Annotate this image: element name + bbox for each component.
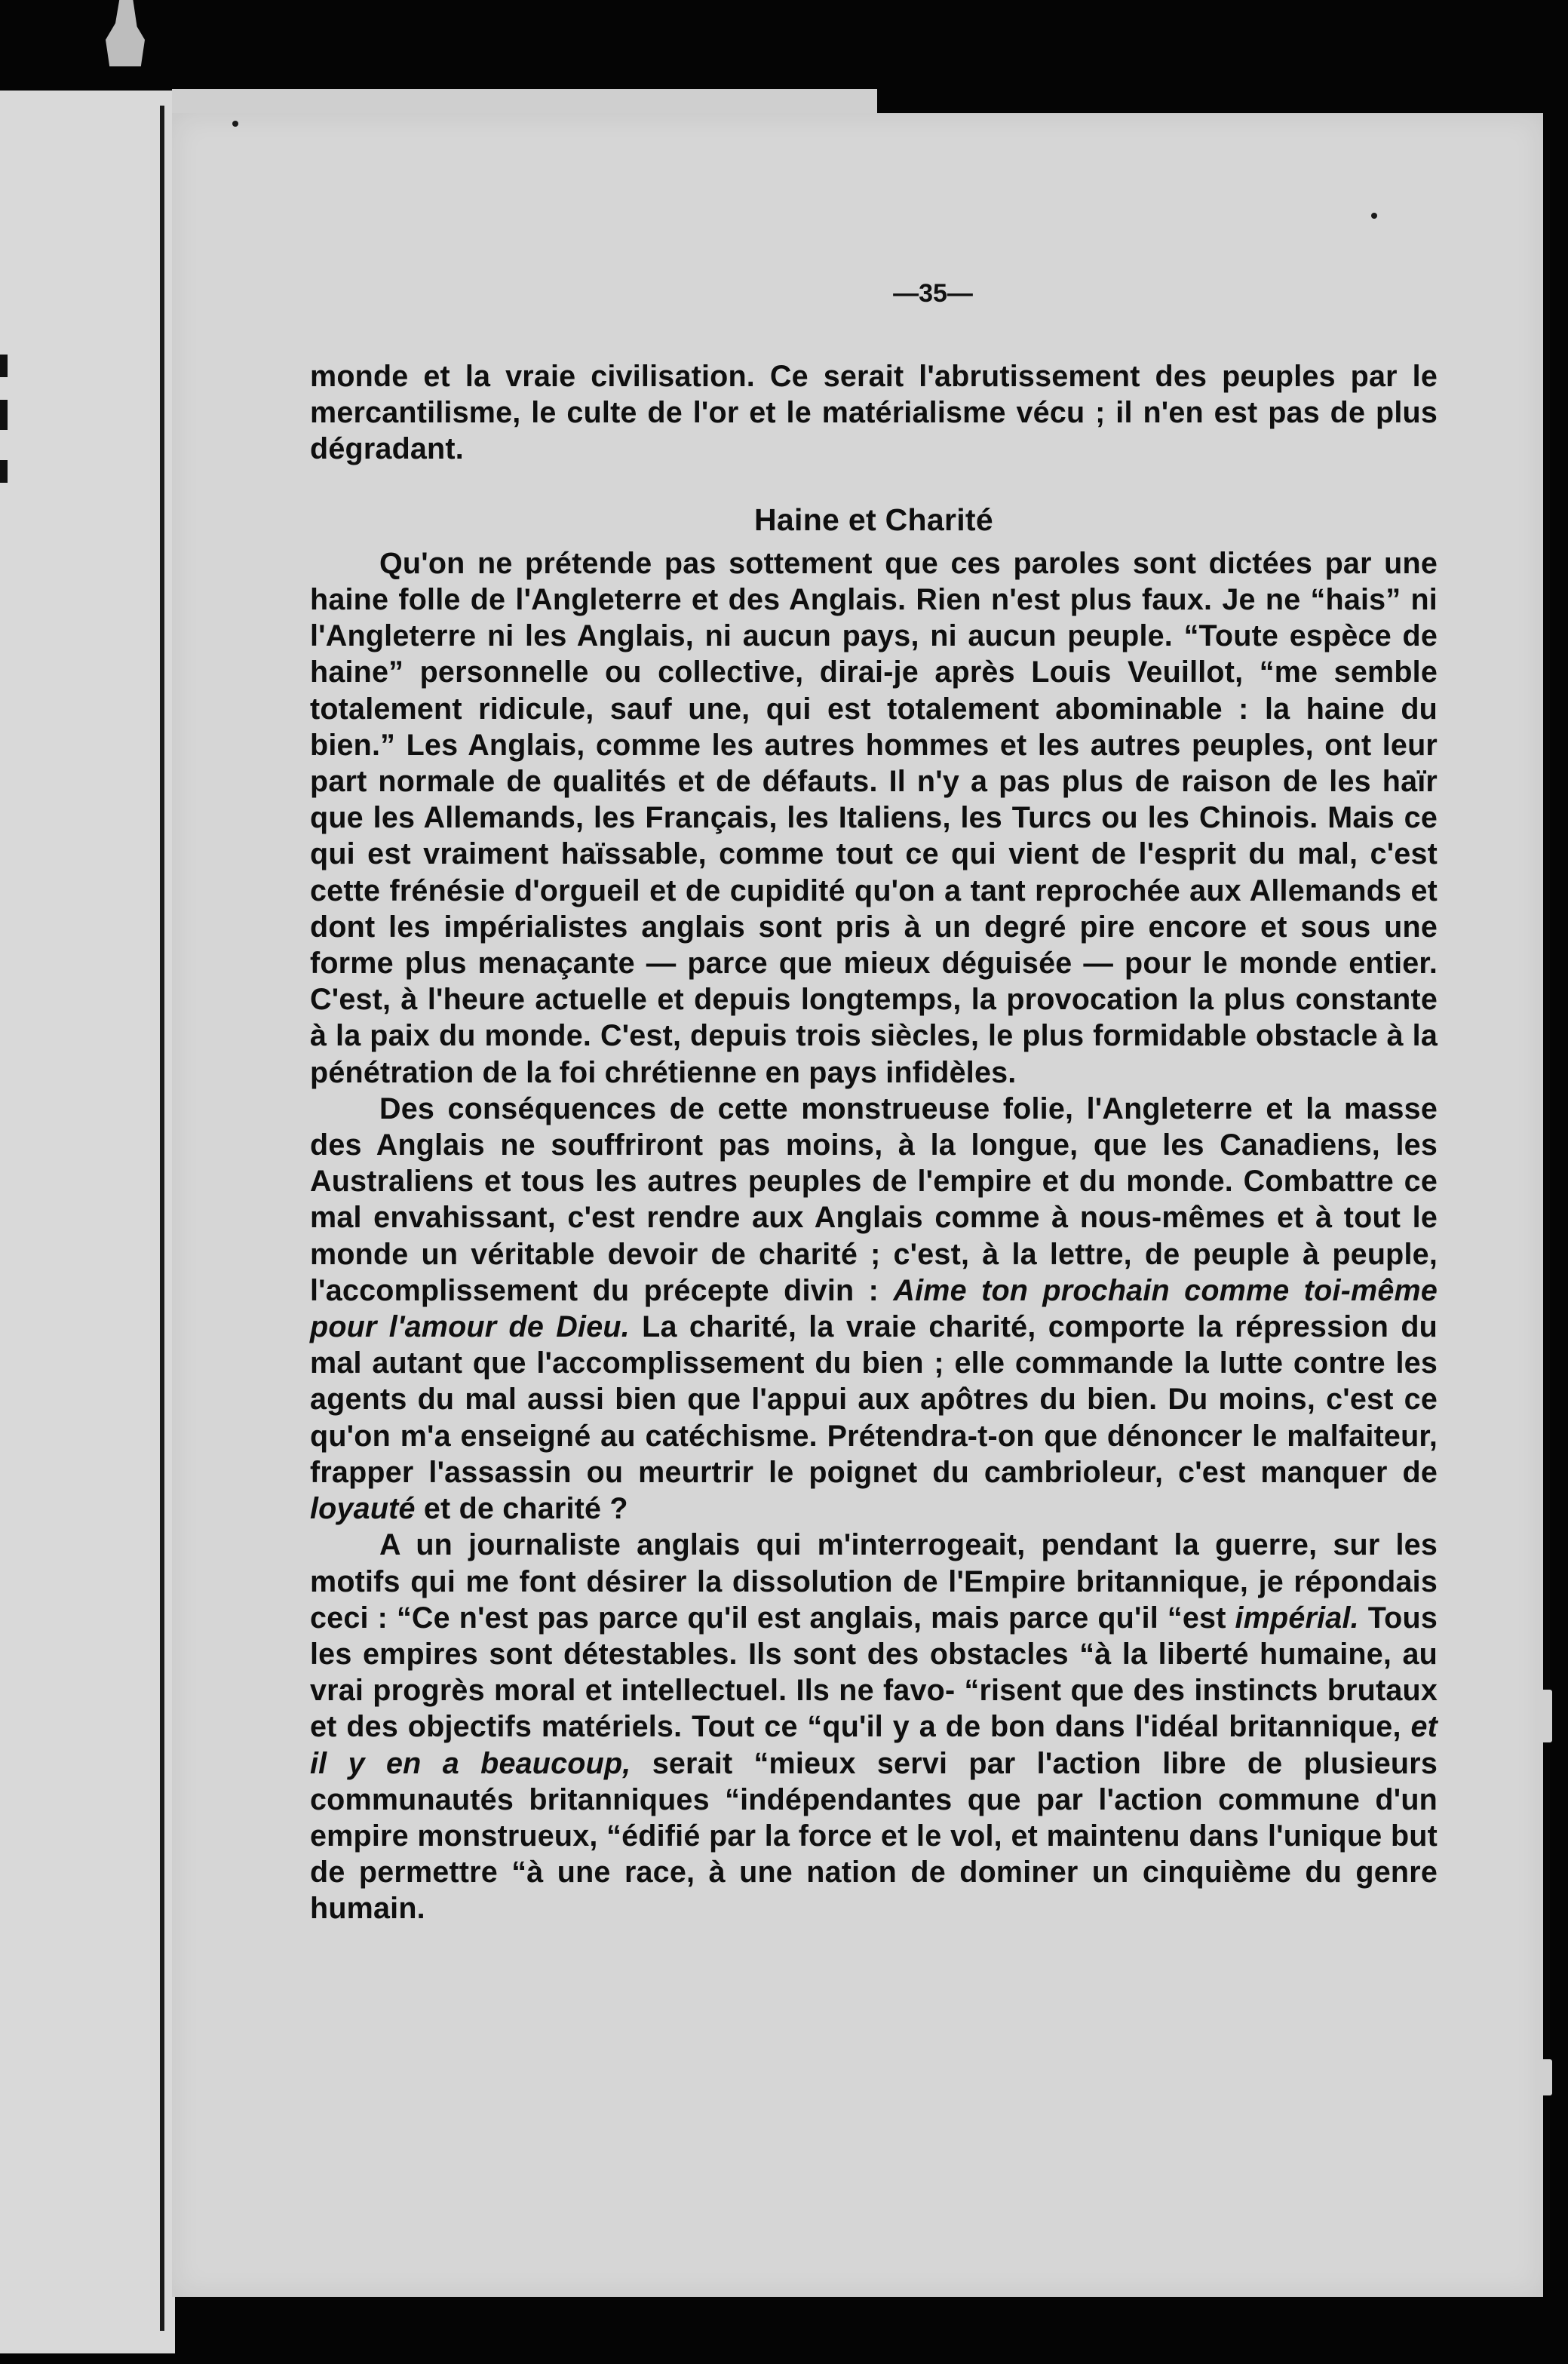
page-top-strip [172, 89, 877, 115]
page-number: —35— [893, 279, 973, 308]
intro-paragraph: monde et la vraie civilisation. Ce serait l'abrutissement des peuples par le mercantilisme, le culte de l'or et le matérialisme vécu ; il n'en est pas de plus dégradant. [310, 360, 1438, 466]
paragraph-3-text-a: A un journaliste anglais qui m'interrogeait, pendant la guerre, sur les motifs qui me font désirer la dissolution de l'Empire britannique, je répondais ceci : “Ce n'est pas parce qu'il est anglais, mais parce qu'il “est [310, 1528, 1438, 1635]
left-edge-tick [0, 460, 8, 483]
scan-speck [232, 121, 238, 127]
paragraph-2-text-a: Des conséquences de cette monstrueuse folie, l'Angleterre et la masse des Anglais ne souffriront pas moins, à la longue, que les Canadiens, les Australiens et tous les autres peuples de l'empire et du monde. Combattre ce mal envahissant, c'est rendre aux Anglais comme à nous-mêmes et à tout le monde un véritable devoir de charité ; c'est, à la lettre, de peuple à peuple, l'accomplissement du précepte divin : [310, 1091, 1438, 1307]
paragraph-2-text-c: et de charité ? [423, 1492, 628, 1526]
right-edge-speck [1539, 1690, 1552, 1742]
paragraph-3-text-c: serait “mieux servi par l'action libre de plusieurs communautés britanniques “indépendantes que par l'action commune d'un empire monstrueux, “édifié par la force et le vol, et maintenu dans l'unique but de permettre “à une race, à une nation de dominer un cinquième du genre humain. [310, 1746, 1438, 1926]
paragraph-1: Qu'on ne prétende pas sottement que ces paroles sont dictées par une haine folle de l'Angleterre et des Anglais. Rien n'est plus faux. Je ne “hais” ni l'Angleterre ni les Anglais, ni aucun pays, ni aucun peuple. “Toute espèce de haine” personnelle ou collective, dirai-je après Louis Veuillot, “me semble totalement ridicule, sauf une, qui est totalement abominable : la haine du bien.” Les Anglais, comme les autres hommes et les autres peuples, ont leur part normale de qualités et de défauts. Il n'y a pas plus de raison de les haïr que les Allemands, les Français, les Italiens, les Turcs ou les Chinois. Mais ce qui est vraiment haïssable, comme tout ce qui vient de l'esprit du mal, c'est cette frénésie d'orgueil et de cupidité qu'on a tant reprochée aux Allemands et dont les impérialistes anglais sont pris à un degré pire encore et sous une forme plus menaçante — parce que mieux déguisée — pour le monde entier. C'est, à l'heure actuelle et depuis longtemps, la provocation la plus constante à la paix du monde. C'est, depuis trois siècles, le plus formidable obstacle à la pénétration de la foi chrétienne en pays infidèles. [310, 546, 1438, 1089]
page-body [310, 358, 1438, 1927]
scan-corner-mark [106, 0, 145, 66]
left-edge-tick [0, 400, 8, 430]
paragraph-3-italic-b: et il y en a beaucoup, [310, 1710, 1438, 1780]
paragraph-3-italic-a: impérial. [1235, 1601, 1359, 1635]
section-title: Haine et Charité [754, 502, 993, 537]
paragraph-3 [310, 1527, 1438, 1927]
binding-shadow [160, 106, 164, 2331]
paragraph-2 [310, 1091, 1438, 1527]
paragraph-3-text-b: Tous les empires sont détestables. Ils sont des obstacles “à la liberté humaine, au vrai progrès moral et intellectuel. Ils ne favo- “risent que des instincts brutaux et des objectifs matériels. Tout ce “qu'il y a de bon dans l'idéal britannique, [310, 1601, 1438, 1744]
right-edge-speck [1539, 2059, 1552, 2095]
scan-speck [1371, 213, 1377, 219]
paragraph-2-text-b: La charité, la vraie charité, comporte la répression du mal autant que l'accomplissement du bien ; elle commande la lutte contre les agents du mal aussi bien que l'appui aux apôtres du bien. Du moins, c'est ce qu'on m'a enseigné au catéchisme. Prétendra-t-on que dénoncer le malfaiteur, frapper l'assassin ou meurtrir le poignet du cambrioleur, c'est manquer de [310, 1310, 1438, 1489]
adjacent-page-edge [0, 91, 175, 2353]
paragraph-2-italic-b: loyauté [310, 1492, 416, 1526]
document-page [172, 113, 1543, 2297]
paragraph-2-italic-a: Aime ton prochain comme toi-même pour l'amour de Dieu. [310, 1273, 1438, 1344]
left-edge-tick [0, 355, 8, 377]
